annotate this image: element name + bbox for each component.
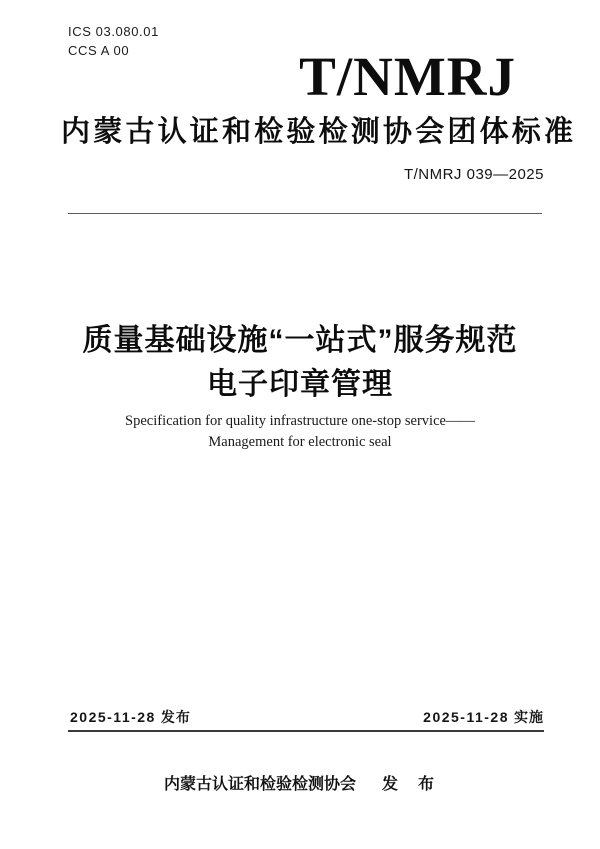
standard-number: T/NMRJ 039—2025 — [403, 166, 544, 183]
publish-action-label: 发 布 — [382, 776, 437, 793]
title-en-line-1: Specification for quality infrastructure one-stop service—— — [125, 413, 475, 429]
implement-date-cell — [423, 707, 544, 727]
org-standard-heading: 内蒙古认证和检验检测协会团体标准 — [61, 116, 577, 148]
issue-date: 2025-11-28 — [70, 709, 156, 725]
issue-date-label: 发布 — [160, 709, 191, 725]
title-cn-line-1: 质量基础设施“一站式”服务规范 — [82, 324, 518, 357]
implement-date-label: 实施 — [514, 709, 544, 725]
document-title-cn — [0, 319, 600, 407]
implement-date: 2025-11-28 — [423, 709, 509, 725]
title-cn-line-2: 电子印章管理 — [207, 368, 393, 401]
ccs-code: CCS A 00 — [68, 43, 130, 58]
classification-codes — [68, 22, 159, 60]
publisher-row — [0, 771, 600, 794]
date-row — [70, 707, 544, 727]
ics-code: ICS 03.080.01 — [68, 24, 159, 39]
document-title-en — [0, 411, 600, 453]
title-en-line-2: Management for electronic seal — [208, 434, 392, 450]
publisher-name: 内蒙古认证和检验检测协会 — [163, 776, 356, 793]
issue-date-cell — [70, 707, 191, 727]
header-divider — [68, 213, 542, 214]
standard-mark: T/NMRJ — [299, 46, 516, 107]
footer-divider — [68, 730, 544, 732]
